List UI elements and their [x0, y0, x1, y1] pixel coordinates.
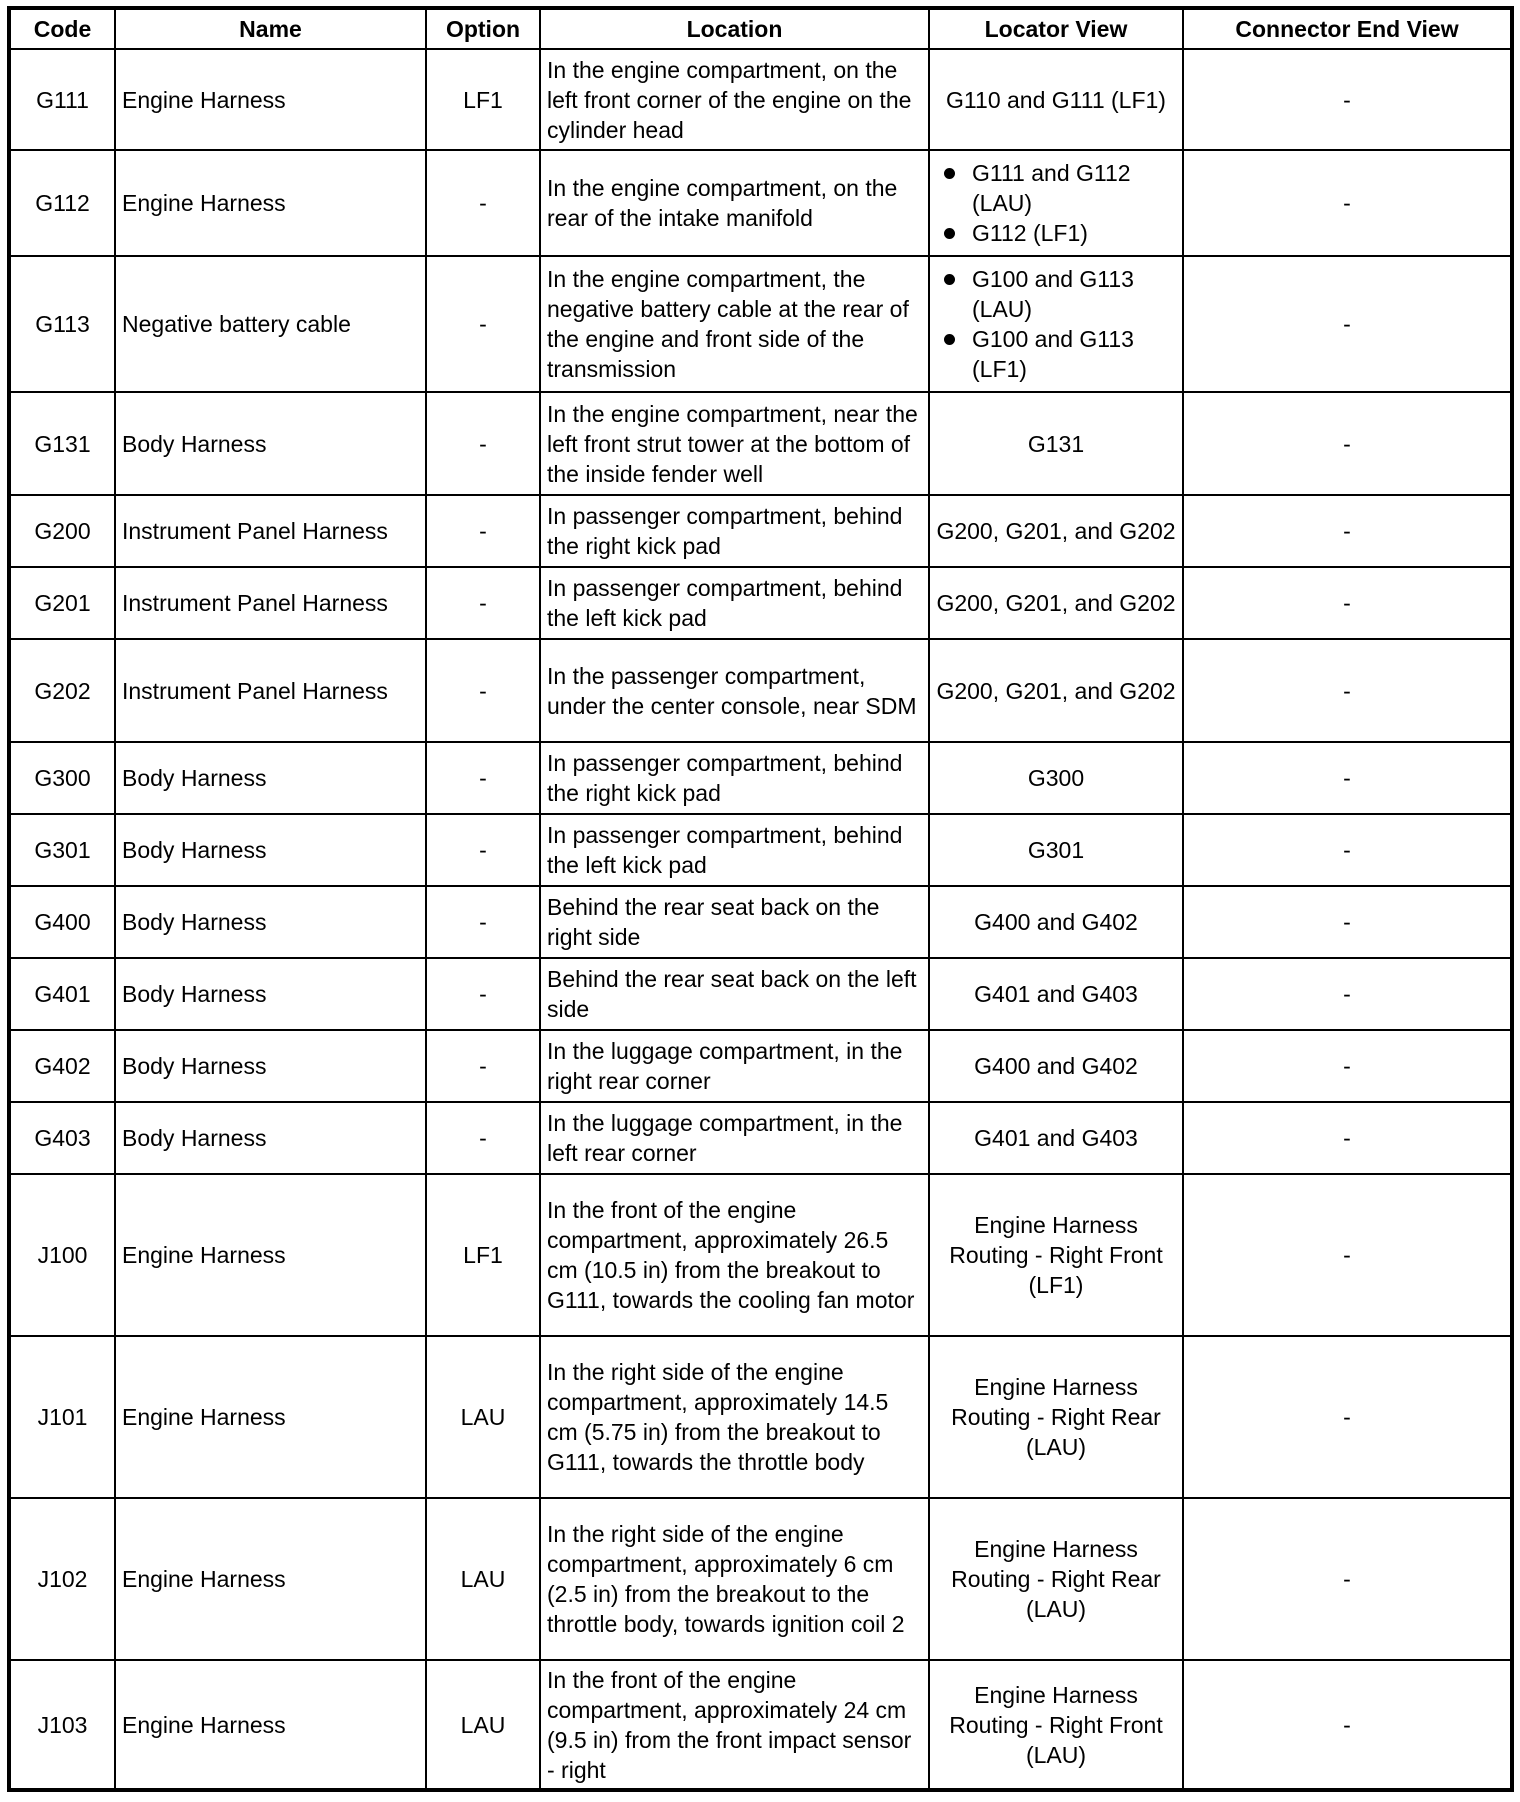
- locator-list: [936, 264, 1176, 384]
- header-locator-view: Locator View: [929, 8, 1183, 49]
- cell-connector-end-view: -: [1183, 742, 1512, 814]
- cell-name: Instrument Panel Harness: [115, 567, 426, 639]
- cell-code: J101: [9, 1336, 115, 1498]
- cell-code: G401: [9, 958, 115, 1030]
- cell-option: LAU: [426, 1336, 540, 1498]
- locator-list-item: G111 and G112 (LAU): [972, 158, 1176, 218]
- table-row: [9, 49, 1512, 150]
- cell-name: Body Harness: [115, 1102, 426, 1174]
- cell-code: G400: [9, 886, 115, 958]
- cell-location: In the right side of the engine compartment, approximately 14.5 cm (5.75 in) from the breakout to G111, towards the throttle body: [540, 1336, 929, 1498]
- cell-name: Engine Harness: [115, 150, 426, 256]
- cell-location: In the engine compartment, on the rear of the intake manifold: [540, 150, 929, 256]
- ground-splice-table: [7, 6, 1514, 1792]
- cell-code: J103: [9, 1660, 115, 1790]
- cell-connector-end-view: -: [1183, 1336, 1512, 1498]
- cell-name: Engine Harness: [115, 1174, 426, 1336]
- locator-list: [936, 158, 1176, 248]
- table-row: [9, 1498, 1512, 1660]
- cell-code: G403: [9, 1102, 115, 1174]
- locator-list-item: G112 (LF1): [972, 218, 1176, 248]
- table-row: [9, 742, 1512, 814]
- cell-option: -: [426, 639, 540, 742]
- cell-connector-end-view: -: [1183, 814, 1512, 886]
- cell-locator-view: Engine Harness Routing - Right Front (LAU): [929, 1660, 1183, 1790]
- cell-location: In the engine compartment, on the left front corner of the engine on the cylinder head: [540, 49, 929, 150]
- cell-locator-view: G400 and G402: [929, 886, 1183, 958]
- cell-option: -: [426, 567, 540, 639]
- header-name: Name: [115, 8, 426, 49]
- cell-location: In the engine compartment, near the left front strut tower at the bottom of the inside fender well: [540, 392, 929, 495]
- cell-option: -: [426, 814, 540, 886]
- cell-connector-end-view: -: [1183, 256, 1512, 392]
- table-row: [9, 392, 1512, 495]
- header-code: Code: [9, 8, 115, 49]
- cell-name: Body Harness: [115, 958, 426, 1030]
- table-row: [9, 150, 1512, 256]
- header-connector-end-view: Connector End View: [1183, 8, 1512, 49]
- cell-option: LF1: [426, 1174, 540, 1336]
- cell-code: G301: [9, 814, 115, 886]
- cell-locator-view: G131: [929, 392, 1183, 495]
- cell-location: Behind the rear seat back on the left side: [540, 958, 929, 1030]
- cell-location: In the luggage compartment, in the left rear corner: [540, 1102, 929, 1174]
- cell-option: -: [426, 1102, 540, 1174]
- cell-location: In passenger compartment, behind the right kick pad: [540, 495, 929, 567]
- cell-location: In the front of the engine compartment, approximately 24 cm (9.5 in) from the front impact sensor - right: [540, 1660, 929, 1790]
- cell-connector-end-view: -: [1183, 1174, 1512, 1336]
- cell-location: In passenger compartment, behind the left kick pad: [540, 814, 929, 886]
- cell-code: G300: [9, 742, 115, 814]
- cell-location: In passenger compartment, behind the left kick pad: [540, 567, 929, 639]
- cell-name: Instrument Panel Harness: [115, 495, 426, 567]
- cell-locator-view: G300: [929, 742, 1183, 814]
- cell-connector-end-view: -: [1183, 392, 1512, 495]
- cell-name: Body Harness: [115, 1030, 426, 1102]
- cell-connector-end-view: -: [1183, 495, 1512, 567]
- cell-location: In the luggage compartment, in the right rear corner: [540, 1030, 929, 1102]
- cell-code: J100: [9, 1174, 115, 1336]
- cell-option: LAU: [426, 1660, 540, 1790]
- cell-location: In the front of the engine compartment, approximately 26.5 cm (10.5 in) from the breakout to G111, towards the cooling fan motor: [540, 1174, 929, 1336]
- table-row: [9, 495, 1512, 567]
- cell-locator-view: G110 and G111 (LF1): [929, 49, 1183, 150]
- cell-option: -: [426, 1030, 540, 1102]
- cell-connector-end-view: -: [1183, 150, 1512, 256]
- cell-connector-end-view: -: [1183, 1030, 1512, 1102]
- table-row: [9, 1174, 1512, 1336]
- cell-locator-view: G401 and G403: [929, 1102, 1183, 1174]
- table-row: [9, 886, 1512, 958]
- cell-code: G201: [9, 567, 115, 639]
- header-option: Option: [426, 8, 540, 49]
- locator-list-item: G100 and G113 (LF1): [972, 324, 1176, 384]
- cell-connector-end-view: -: [1183, 958, 1512, 1030]
- cell-name: Body Harness: [115, 886, 426, 958]
- cell-location: In passenger compartment, behind the right kick pad: [540, 742, 929, 814]
- cell-option: -: [426, 392, 540, 495]
- cell-option: -: [426, 256, 540, 392]
- cell-code: G113: [9, 256, 115, 392]
- cell-code: J102: [9, 1498, 115, 1660]
- cell-name: Engine Harness: [115, 1498, 426, 1660]
- cell-option: -: [426, 150, 540, 256]
- cell-name: Negative battery cable: [115, 256, 426, 392]
- table-row: [9, 1660, 1512, 1790]
- cell-locator-view: Engine Harness Routing - Right Rear (LAU): [929, 1498, 1183, 1660]
- table-row: [9, 1102, 1512, 1174]
- cell-name: Body Harness: [115, 814, 426, 886]
- table-row: [9, 1030, 1512, 1102]
- cell-code: G402: [9, 1030, 115, 1102]
- cell-locator-view: Engine Harness Routing - Right Front (LF1): [929, 1174, 1183, 1336]
- cell-code: G131: [9, 392, 115, 495]
- locator-list-item: G100 and G113 (LAU): [972, 264, 1176, 324]
- cell-connector-end-view: -: [1183, 639, 1512, 742]
- cell-name: Engine Harness: [115, 1336, 426, 1498]
- cell-connector-end-view: -: [1183, 1498, 1512, 1660]
- table-row: [9, 567, 1512, 639]
- cell-option: LAU: [426, 1498, 540, 1660]
- cell-code: G200: [9, 495, 115, 567]
- cell-location: In the engine compartment, the negative battery cable at the rear of the engine and front side of the transmission: [540, 256, 929, 392]
- cell-locator-view: G200, G201, and G202: [929, 567, 1183, 639]
- cell-name: Engine Harness: [115, 1660, 426, 1790]
- cell-locator-view: [929, 256, 1183, 392]
- cell-connector-end-view: -: [1183, 49, 1512, 150]
- cell-name: Engine Harness: [115, 49, 426, 150]
- cell-locator-view: G200, G201, and G202: [929, 639, 1183, 742]
- cell-location: In the passenger compartment, under the center console, near SDM: [540, 639, 929, 742]
- cell-connector-end-view: -: [1183, 1102, 1512, 1174]
- cell-connector-end-view: -: [1183, 567, 1512, 639]
- cell-option: -: [426, 742, 540, 814]
- cell-code: G202: [9, 639, 115, 742]
- cell-option: -: [426, 495, 540, 567]
- cell-name: Instrument Panel Harness: [115, 639, 426, 742]
- cell-option: -: [426, 958, 540, 1030]
- cell-locator-view: G301: [929, 814, 1183, 886]
- cell-locator-view: G400 and G402: [929, 1030, 1183, 1102]
- cell-option: LF1: [426, 49, 540, 150]
- table-row: [9, 958, 1512, 1030]
- cell-location: In the right side of the engine compartment, approximately 6 cm (2.5 in) from the breakout to the throttle body, towards ignition coil 2: [540, 1498, 929, 1660]
- cell-option: -: [426, 886, 540, 958]
- table-row: [9, 256, 1512, 392]
- header-location: Location: [540, 8, 929, 49]
- table-row: [9, 639, 1512, 742]
- cell-name: Body Harness: [115, 742, 426, 814]
- cell-locator-view: [929, 150, 1183, 256]
- cell-locator-view: Engine Harness Routing - Right Rear (LAU): [929, 1336, 1183, 1498]
- cell-code: G111: [9, 49, 115, 150]
- table-row: [9, 814, 1512, 886]
- cell-name: Body Harness: [115, 392, 426, 495]
- cell-connector-end-view: -: [1183, 886, 1512, 958]
- table-row: [9, 1336, 1512, 1498]
- cell-location: Behind the rear seat back on the right side: [540, 886, 929, 958]
- cell-code: G112: [9, 150, 115, 256]
- header-row: [9, 8, 1512, 49]
- cell-locator-view: G200, G201, and G202: [929, 495, 1183, 567]
- cell-locator-view: G401 and G403: [929, 958, 1183, 1030]
- cell-connector-end-view: -: [1183, 1660, 1512, 1790]
